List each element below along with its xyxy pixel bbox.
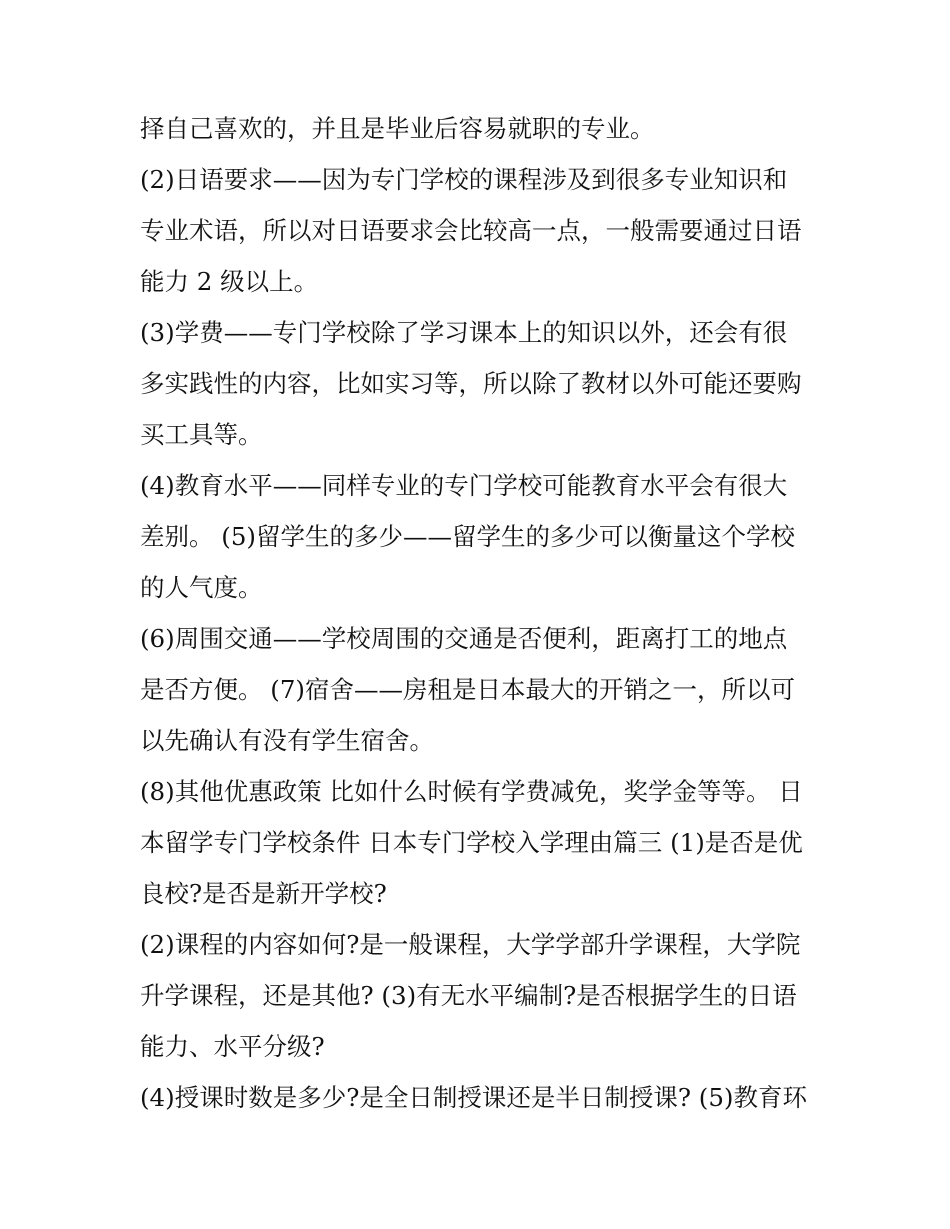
text-line-12: 是否方便。 (7)宿舍——房租是日本最大的开销之一，所以可	[140, 675, 795, 704]
document-body	[140, 103, 830, 1123]
text-line-14: (8)其他优惠政策 比如什么时候有学费减免，奖学金等等。 日	[140, 777, 803, 806]
text-line-13: 以先确认有没有学生宿舍。	[140, 726, 434, 755]
text-line-18: 升学课程，还是其他? (3)有无水平编制?是否根据学生的日语	[140, 981, 797, 1010]
text-line-2: (2)日语要求——因为专门学校的课程涉及到很多专业知识和	[140, 165, 788, 194]
text-line-6: 多实践性的内容，比如实习等，所以除了教材以外可能还要购	[140, 369, 802, 398]
text-line-10: 的人气度。	[140, 573, 263, 602]
text-line-4: 能力 2 级以上。	[140, 267, 319, 296]
text-line-1: 择自己喜欢的，并且是毕业后容易就职的专业。	[140, 114, 655, 143]
text-line-19: 能力、水平分级?	[140, 1032, 325, 1061]
text-line-8: (4)教育水平——同样专业的专门学校可能教育水平会有很大	[140, 471, 788, 500]
text-line-16: 良校?是否是新开学校?	[140, 879, 387, 908]
text-line-17: (2)课程的内容如何?是一般课程，大学学部升学课程，大学院	[140, 930, 801, 959]
text-line-3: 专业术语，所以对日语要求会比较高一点，一般需要通过日语	[140, 216, 802, 245]
text-line-20: (4)授课时数是多少?是全日制授课还是半日制授课? (5)教育环	[140, 1083, 807, 1112]
text-line-5: (3)学费——专门学校除了学习课本上的知识以外，还会有很	[140, 318, 788, 347]
text-line-15: 本留学专门学校条件 日本专门学校入学理由篇三 (1)是否是优	[140, 828, 803, 857]
text-line-9: 差别。 (5)留学生的多少——留学生的多少可以衡量这个学校	[140, 522, 795, 551]
text-line-11: (6)周围交通——学校周围的交通是否便利，距离打工的地点	[140, 624, 788, 653]
text-line-7: 买工具等。	[140, 420, 263, 449]
